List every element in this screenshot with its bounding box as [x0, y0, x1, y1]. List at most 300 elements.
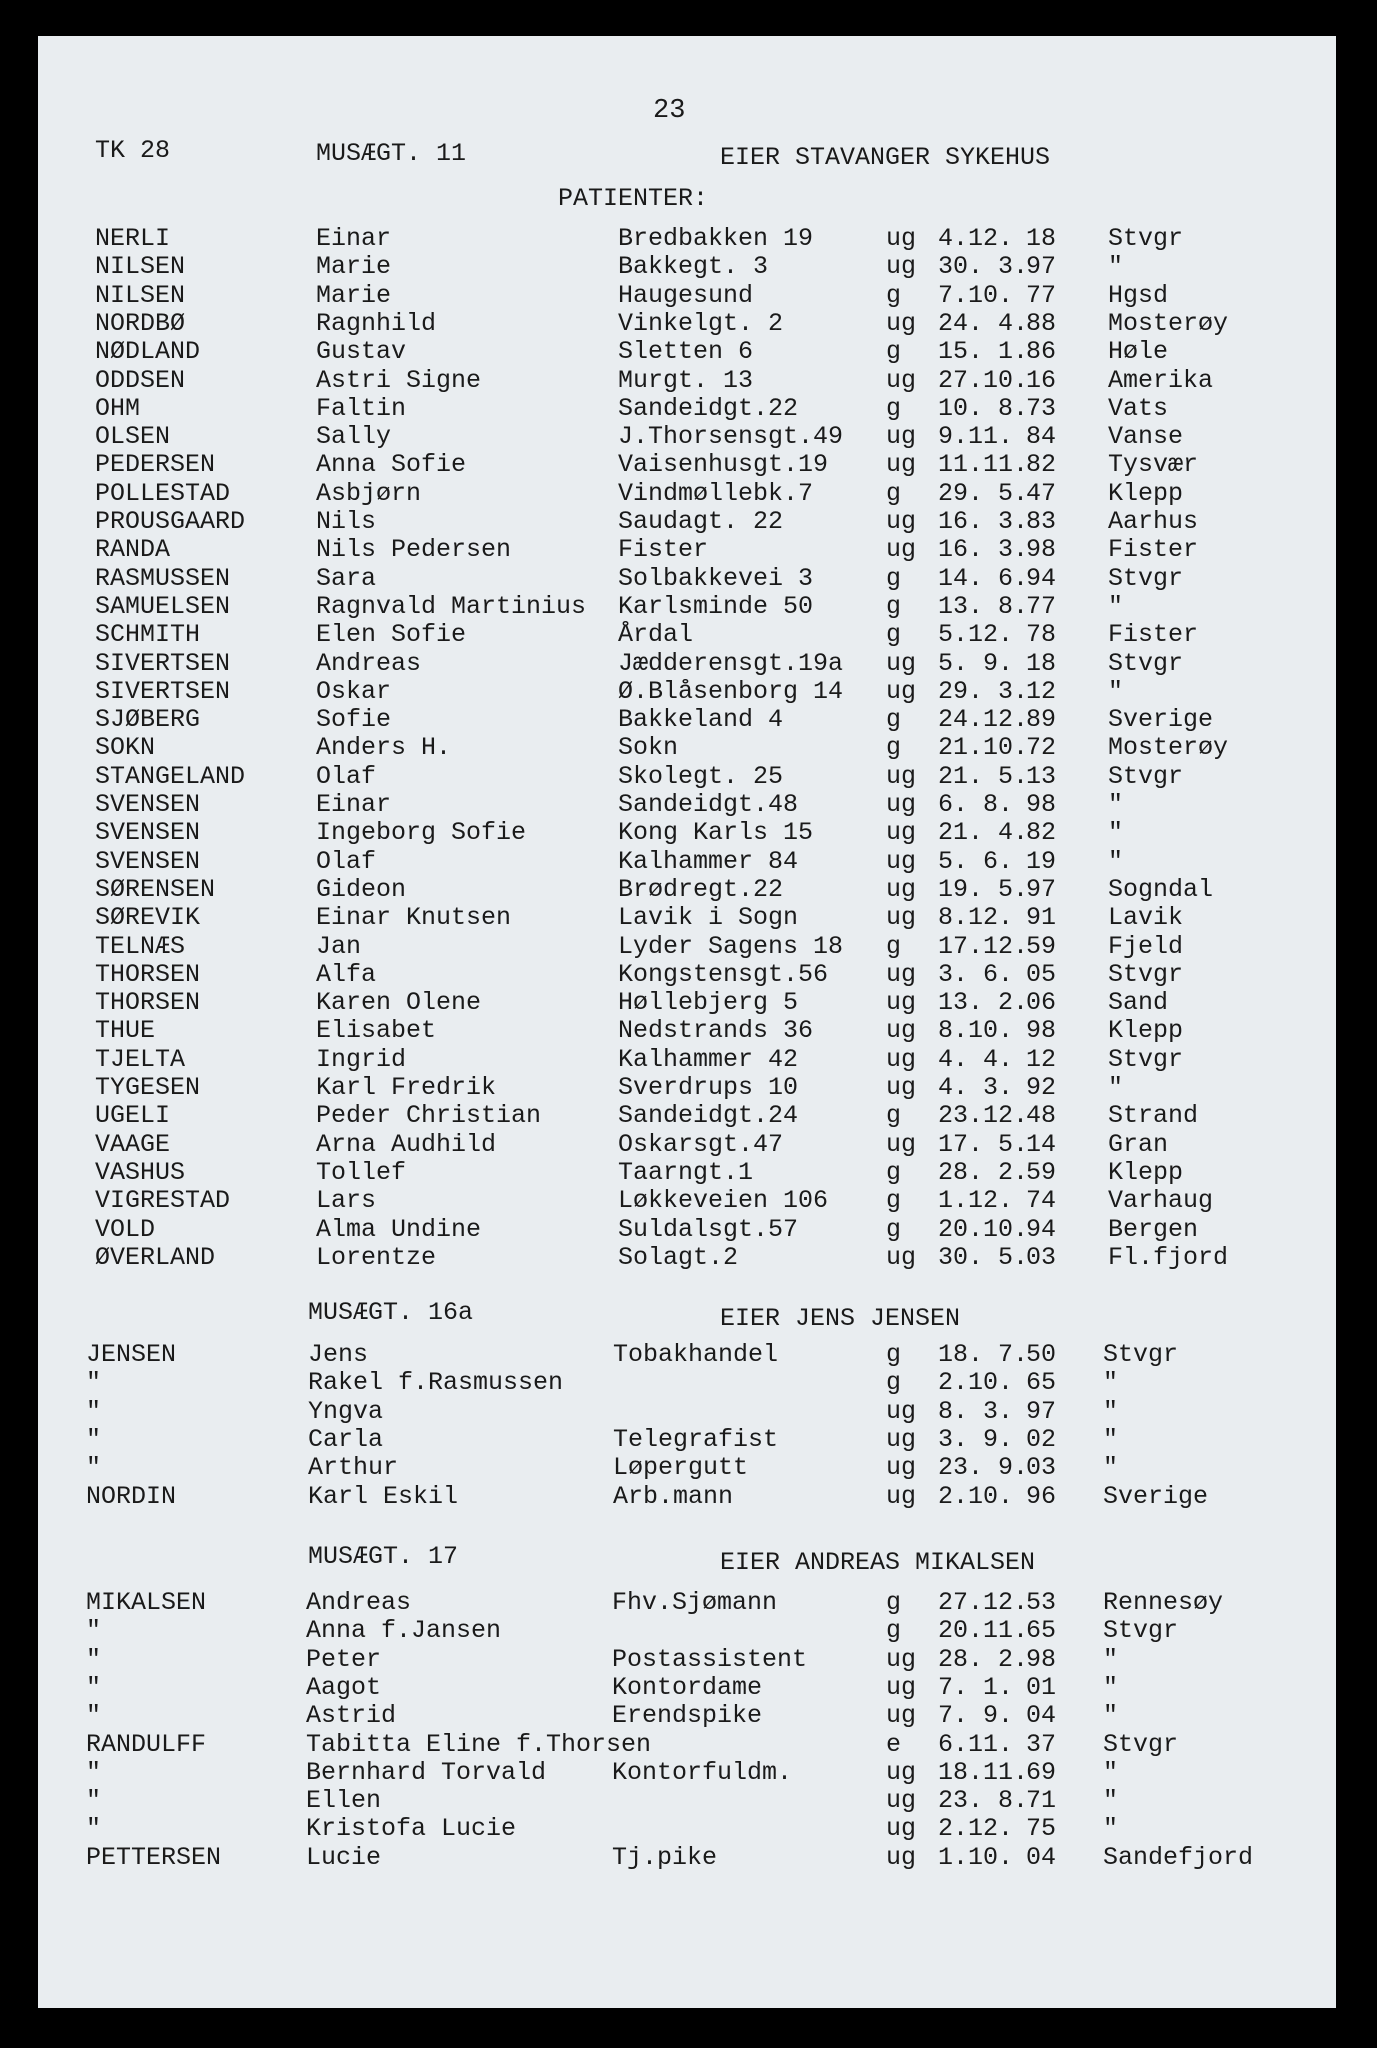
birth-year: 88 [1026, 308, 1057, 338]
given-name: Asbjørn [316, 478, 422, 508]
birth-date: 15. 1. [938, 337, 1029, 367]
address: Sletten 6 [618, 337, 754, 367]
birthplace: " [1103, 1701, 1119, 1731]
register-row [38, 1843, 1336, 1873]
given-name: Anna Sofie [316, 450, 467, 480]
birthplace: Stvgr [1108, 959, 1184, 989]
given-name: Peter [306, 1644, 382, 1674]
given-name: Tollef [316, 1157, 407, 1187]
birthplace: Fister [1108, 535, 1199, 565]
given-name: Einar [316, 224, 392, 253]
marital-status: ug [886, 1842, 917, 1872]
address: Sandeidgt.22 [618, 393, 799, 423]
birth-date: 2.10. [938, 1481, 1014, 1511]
address: Høllebjerg 5 [618, 988, 799, 1018]
birthplace: Strand [1108, 1101, 1199, 1131]
register-row [38, 903, 1336, 933]
register-row [38, 1073, 1336, 1103]
birth-date: 4. 4. [938, 1044, 1014, 1074]
birthplace: " [1108, 676, 1124, 706]
marital-status: ug [886, 422, 917, 452]
register-row [38, 1186, 1336, 1216]
birth-date: 20.11. [938, 1616, 1029, 1646]
surname: " [86, 1701, 102, 1731]
birthplace: Høle [1108, 337, 1169, 367]
surname: TELNÆS [95, 931, 186, 961]
address: Bredbakken 19 [618, 224, 814, 253]
birth-date: 16. 3. [938, 535, 1029, 565]
given-name: Elisabet [316, 1016, 437, 1046]
birthplace: Sogndal [1108, 874, 1214, 904]
given-name: Yngva [308, 1396, 384, 1426]
marital-status: ug [886, 1814, 917, 1844]
register-row [38, 818, 1336, 848]
register-row [38, 620, 1336, 650]
birthplace: Stvgr [1103, 1729, 1179, 1759]
register-row [38, 649, 1336, 679]
marital-status: g [886, 1157, 902, 1187]
register-row [38, 960, 1336, 990]
birth-date: 27.12. [938, 1588, 1029, 1617]
marital-status: ug [886, 1644, 917, 1674]
given-name: Nils [316, 507, 377, 536]
address: Solagt.2 [618, 1242, 739, 1272]
surname: PETTERSEN [86, 1842, 222, 1872]
birth-year: 82 [1026, 450, 1057, 480]
marital-status: g [886, 733, 902, 763]
birthplace: Vats [1108, 393, 1169, 423]
birth-year: 05 [1026, 959, 1057, 989]
address: Ø.Blåsenborg 14 [618, 676, 844, 706]
birth-date: 3. 6. [938, 959, 1014, 989]
birth-year: 89 [1026, 705, 1057, 735]
register-row [38, 875, 1336, 905]
birth-year: 97 [1026, 1396, 1057, 1426]
address: Kontordame [612, 1672, 763, 1702]
birthplace: Klepp [1108, 478, 1184, 508]
register-row [38, 1673, 1336, 1703]
marital-status: g [886, 705, 902, 735]
register-row [38, 450, 1336, 480]
birth-date: 13. 8. [938, 591, 1029, 621]
birth-date: 14. 6. [938, 563, 1029, 593]
surname: THUE [95, 1016, 156, 1046]
surname: SJØBERG [95, 705, 201, 735]
register-row [38, 762, 1336, 792]
birth-year: 83 [1026, 507, 1057, 536]
marital-status: ug [886, 818, 917, 848]
birth-date: 1.12. [938, 1186, 1014, 1216]
birth-date: 7.10. [938, 280, 1014, 310]
birth-year: 94 [1026, 563, 1057, 593]
surname: TYGESEN [95, 1073, 201, 1102]
marital-status: g [886, 1368, 902, 1398]
birth-year: 03 [1026, 1242, 1057, 1272]
birth-year: 18 [1026, 224, 1057, 253]
surname: " [86, 1757, 102, 1787]
birth-date: 21. 4. [938, 818, 1029, 848]
surname: VAAGE [95, 1129, 171, 1159]
birth-year: 75 [1026, 1814, 1057, 1844]
register-row [38, 366, 1336, 396]
marital-status: ug [886, 365, 917, 395]
register-row [38, 1730, 1336, 1760]
register-row [38, 847, 1336, 877]
register-row [38, 309, 1336, 339]
address: Sandeidgt.24 [618, 1101, 799, 1131]
birth-year: 59 [1026, 931, 1057, 961]
marital-status: ug [886, 252, 917, 282]
birthplace: Rennesøy [1103, 1588, 1224, 1617]
address: Løpergutt [613, 1453, 749, 1483]
address: Årdal [618, 620, 694, 650]
given-name: Tabitta Eline f.Thorsen [306, 1729, 652, 1759]
marital-status: g [886, 1616, 902, 1646]
patients-heading: PATIENTER: [558, 184, 709, 213]
birth-year: 97 [1026, 874, 1057, 904]
birthplace: " [1103, 1424, 1119, 1454]
register-row [38, 1045, 1336, 1075]
birth-year: 59 [1026, 1157, 1057, 1187]
marital-status: ug [886, 1396, 917, 1426]
address: Vaisenhusgt.19 [618, 450, 829, 480]
register-row [38, 507, 1336, 537]
marital-status: ug [886, 648, 917, 678]
birthplace: Gran [1108, 1129, 1169, 1159]
address: Kalhammer 42 [618, 1044, 799, 1074]
birth-year: 84 [1026, 422, 1057, 452]
marital-status: ug [886, 846, 917, 876]
birthplace: Bergen [1108, 1214, 1199, 1244]
birthplace: Stvgr [1103, 1340, 1179, 1369]
birth-date: 17. 5. [938, 1129, 1029, 1159]
birthplace: Tysvær [1108, 450, 1199, 480]
birthplace: " [1103, 1786, 1119, 1816]
surname: TJELTA [95, 1044, 186, 1074]
address: Sandeidgt.48 [618, 790, 799, 819]
given-name: Anders H. [316, 733, 452, 763]
given-name: Elen Sofie [316, 620, 467, 650]
address: Sokn [618, 733, 679, 763]
given-name: Lorentze [316, 1242, 437, 1272]
given-name: Karen Olene [316, 988, 482, 1018]
marital-status: g [886, 1186, 902, 1216]
birth-date: 19. 5. [938, 874, 1029, 904]
surname: NORDBØ [95, 308, 186, 338]
birth-date: 24. 4. [938, 308, 1029, 338]
given-name: Sofie [316, 705, 392, 735]
surname: VIGRESTAD [95, 1186, 231, 1216]
birthplace: " [1103, 1757, 1119, 1787]
address: Suldalsgt.57 [618, 1214, 799, 1244]
surname: OHM [95, 393, 141, 423]
register-row [38, 1101, 1336, 1131]
given-name: Marie [316, 252, 392, 282]
birth-year: 12 [1026, 1044, 1057, 1074]
register-row [38, 281, 1336, 311]
birthplace: Varhaug [1108, 1186, 1214, 1216]
surname: PROUSGAARD [95, 507, 246, 536]
birth-date: 9.11. [938, 422, 1014, 452]
tk-number: TK 28 [95, 136, 171, 165]
marital-status: g [886, 478, 902, 508]
register-row [38, 1425, 1336, 1455]
address: Nedstrands 36 [618, 1016, 814, 1046]
given-name: Aagot [306, 1672, 382, 1702]
surname: MIKALSEN [86, 1588, 207, 1617]
surname: " [86, 1424, 102, 1454]
birth-date: 5. 6. [938, 846, 1014, 876]
birth-year: 03 [1026, 1453, 1057, 1483]
surname: UGELI [95, 1101, 171, 1131]
birth-date: 30. 3. [938, 252, 1029, 282]
marital-status: ug [886, 1424, 917, 1454]
surname: " [86, 1786, 102, 1816]
given-name: Bernhard Torvald [306, 1757, 547, 1787]
surname: NØDLAND [95, 337, 201, 367]
birthplace: Stvgr [1108, 648, 1184, 678]
given-name: Oskar [316, 676, 392, 706]
register-row [38, 1786, 1336, 1816]
marital-status: g [886, 1101, 902, 1131]
birth-date: 18.11. [938, 1757, 1029, 1787]
surname: SOKN [95, 733, 156, 763]
page-number: 23 [653, 96, 686, 126]
address: Murgt. 13 [618, 365, 754, 395]
birth-date: 23. 9. [938, 1453, 1029, 1483]
address: Fhv.Sjømann [612, 1588, 778, 1617]
birthplace: Mosterøy [1108, 733, 1229, 763]
register-row [38, 733, 1336, 763]
given-name: Ingrid [316, 1044, 407, 1074]
birth-year: 13 [1026, 761, 1057, 791]
surname: THORSEN [95, 959, 201, 989]
birthplace: " [1103, 1368, 1119, 1398]
birth-year: 18 [1026, 648, 1057, 678]
birth-date: 29. 5. [938, 478, 1029, 508]
given-name: Karl Fredrik [316, 1073, 497, 1102]
register-row [38, 1616, 1336, 1646]
surname: SVENSEN [95, 846, 201, 876]
birth-date: 21.10. [938, 733, 1029, 763]
birthplace: " [1108, 790, 1124, 819]
owner-heading-2: EIER JENS JENSEN [720, 1304, 961, 1333]
surname: " [86, 1616, 102, 1646]
surname: NERLI [95, 224, 171, 253]
birth-date: 20.10. [938, 1214, 1029, 1244]
address: Løkkeveien 106 [618, 1186, 829, 1216]
birth-year: 71 [1026, 1786, 1057, 1816]
birth-year: 86 [1026, 337, 1057, 367]
surname: " [86, 1368, 102, 1398]
birthplace: Klepp [1108, 1016, 1184, 1046]
register-row [38, 592, 1336, 622]
birth-year: 02 [1026, 1424, 1057, 1454]
given-name: Jan [316, 931, 362, 961]
address: Bakkeland 4 [618, 705, 784, 735]
marital-status: ug [886, 224, 917, 253]
register-row [38, 1588, 1336, 1618]
marital-status: ug [886, 308, 917, 338]
marital-status: g [886, 1214, 902, 1244]
given-name: Astri Signe [316, 365, 482, 395]
surname: SVENSEN [95, 818, 201, 848]
birth-year: 47 [1026, 478, 1057, 508]
surname: RASMUSSEN [95, 563, 231, 593]
address: Sverdrups 10 [618, 1073, 799, 1102]
given-name: Andreas [316, 648, 422, 678]
address-heading-2: MUSÆGT. 16a [308, 1298, 474, 1327]
birthplace: Fister [1108, 620, 1199, 650]
surname: " [86, 1672, 102, 1702]
birthplace: Sverige [1108, 705, 1214, 735]
birth-year: 94 [1026, 1214, 1057, 1244]
marital-status: ug [886, 1481, 917, 1511]
given-name: Olaf [316, 846, 377, 876]
birth-date: 28. 2. [938, 1157, 1029, 1187]
surname: SCHMITH [95, 620, 201, 650]
surname: " [86, 1453, 102, 1483]
address: Kalhammer 84 [618, 846, 799, 876]
birthplace: " [1103, 1672, 1119, 1702]
birth-date: 23.12. [938, 1101, 1029, 1131]
register-row [38, 1482, 1336, 1512]
marital-status: g [886, 1588, 902, 1617]
marital-status: ug [886, 1044, 917, 1074]
register-row [38, 1368, 1336, 1398]
marital-status: g [886, 393, 902, 423]
birth-date: 23. 8. [938, 1786, 1029, 1816]
surname: THORSEN [95, 988, 201, 1018]
register-row [38, 337, 1336, 367]
surname: SAMUELSEN [95, 591, 231, 621]
register-row [38, 790, 1336, 820]
birthplace: Lavik [1108, 903, 1184, 933]
birthplace: Amerika [1108, 365, 1214, 395]
birth-year: 06 [1026, 988, 1057, 1018]
surname: VASHUS [95, 1157, 186, 1187]
birth-date: 29. 3. [938, 676, 1029, 706]
address: Tj.pike [612, 1842, 718, 1872]
birth-date: 8.10. [938, 1016, 1014, 1046]
address-heading: MUSÆGT. 11 [316, 139, 467, 168]
address: Kong Karls 15 [618, 818, 814, 848]
marital-status: ug [886, 903, 917, 933]
register-row [38, 1158, 1336, 1188]
register-row [38, 1016, 1336, 1046]
address: Fister [618, 535, 709, 565]
birth-year: 14 [1026, 1129, 1057, 1159]
marital-status: g [886, 563, 902, 593]
birthplace: Stvgr [1108, 563, 1184, 593]
birthplace: Sandefjord [1103, 1842, 1254, 1872]
birth-year: 50 [1026, 1340, 1057, 1369]
register-row [38, 564, 1336, 594]
address: Kongstensgt.56 [618, 959, 829, 989]
register-row [38, 1453, 1336, 1483]
marital-status: ug [886, 874, 917, 904]
birthplace: " [1108, 591, 1124, 621]
register-row [38, 224, 1336, 254]
register-row [38, 1701, 1336, 1731]
birthplace: Stvgr [1108, 761, 1184, 791]
birth-year: 65 [1026, 1616, 1057, 1646]
birth-year: 65 [1026, 1368, 1057, 1398]
given-name: Gideon [316, 874, 407, 904]
birth-date: 18. 7. [938, 1340, 1029, 1369]
given-name: Ingeborg Sofie [316, 818, 527, 848]
birth-year: 96 [1026, 1481, 1057, 1511]
birth-year: 01 [1026, 1672, 1057, 1702]
given-name: Ellen [306, 1786, 382, 1816]
given-name: Faltin [316, 393, 407, 423]
address: Haugesund [618, 280, 754, 310]
register-row [38, 1814, 1336, 1844]
register-row [38, 932, 1336, 962]
marital-status: ug [886, 1701, 917, 1731]
birth-date: 8. 3. [938, 1396, 1014, 1426]
marital-status: e [886, 1729, 902, 1759]
marital-status: ug [886, 1129, 917, 1159]
birth-date: 28. 2. [938, 1644, 1029, 1674]
birth-date: 2.10. [938, 1368, 1014, 1398]
given-name: Marie [316, 280, 392, 310]
document-page [38, 36, 1336, 2008]
birthplace: " [1103, 1396, 1119, 1426]
given-name: Sara [316, 563, 377, 593]
birth-date: 5. 9. [938, 648, 1014, 678]
birth-date: 6. 8. [938, 790, 1014, 819]
marital-status: g [886, 931, 902, 961]
address: Saudagt. 22 [618, 507, 784, 536]
birth-year: 12 [1026, 676, 1057, 706]
address: Postassistent [612, 1644, 808, 1674]
birth-year: 69 [1026, 1757, 1057, 1787]
given-name: Alma Undine [316, 1214, 482, 1244]
address: Arb.mann [613, 1481, 734, 1511]
surname: SIVERTSEN [95, 676, 231, 706]
given-name: Rakel f.Rasmussen [308, 1368, 564, 1398]
birth-year: 74 [1026, 1186, 1057, 1216]
birth-year: 04 [1026, 1701, 1057, 1731]
birth-year: 19 [1026, 846, 1057, 876]
birth-date: 13. 2. [938, 988, 1029, 1018]
surname: RANDA [95, 535, 171, 565]
birth-date: 17.12. [938, 931, 1029, 961]
given-name: Astrid [306, 1701, 397, 1731]
address: Oskarsgt.47 [618, 1129, 784, 1159]
surname: NILSEN [95, 252, 186, 282]
address: Skolegt. 25 [618, 761, 784, 791]
given-name: Lucie [306, 1842, 382, 1872]
surname: NILSEN [95, 280, 186, 310]
address: Kontorfuldm. [612, 1757, 793, 1787]
given-name: Kristofa Lucie [306, 1814, 517, 1844]
birthplace: Sverige [1103, 1481, 1209, 1511]
birth-year: 53 [1026, 1588, 1057, 1617]
marital-status: g [886, 1340, 902, 1369]
given-name: Lars [316, 1186, 377, 1216]
birth-year: 73 [1026, 393, 1057, 423]
register-row [38, 1758, 1336, 1788]
birth-date: 5.12. [938, 620, 1014, 650]
register-row [38, 1340, 1336, 1370]
birth-year: 04 [1026, 1842, 1057, 1872]
marital-status: g [886, 620, 902, 650]
surname: VOLD [95, 1214, 156, 1244]
register-row [38, 422, 1336, 452]
marital-status: g [886, 337, 902, 367]
